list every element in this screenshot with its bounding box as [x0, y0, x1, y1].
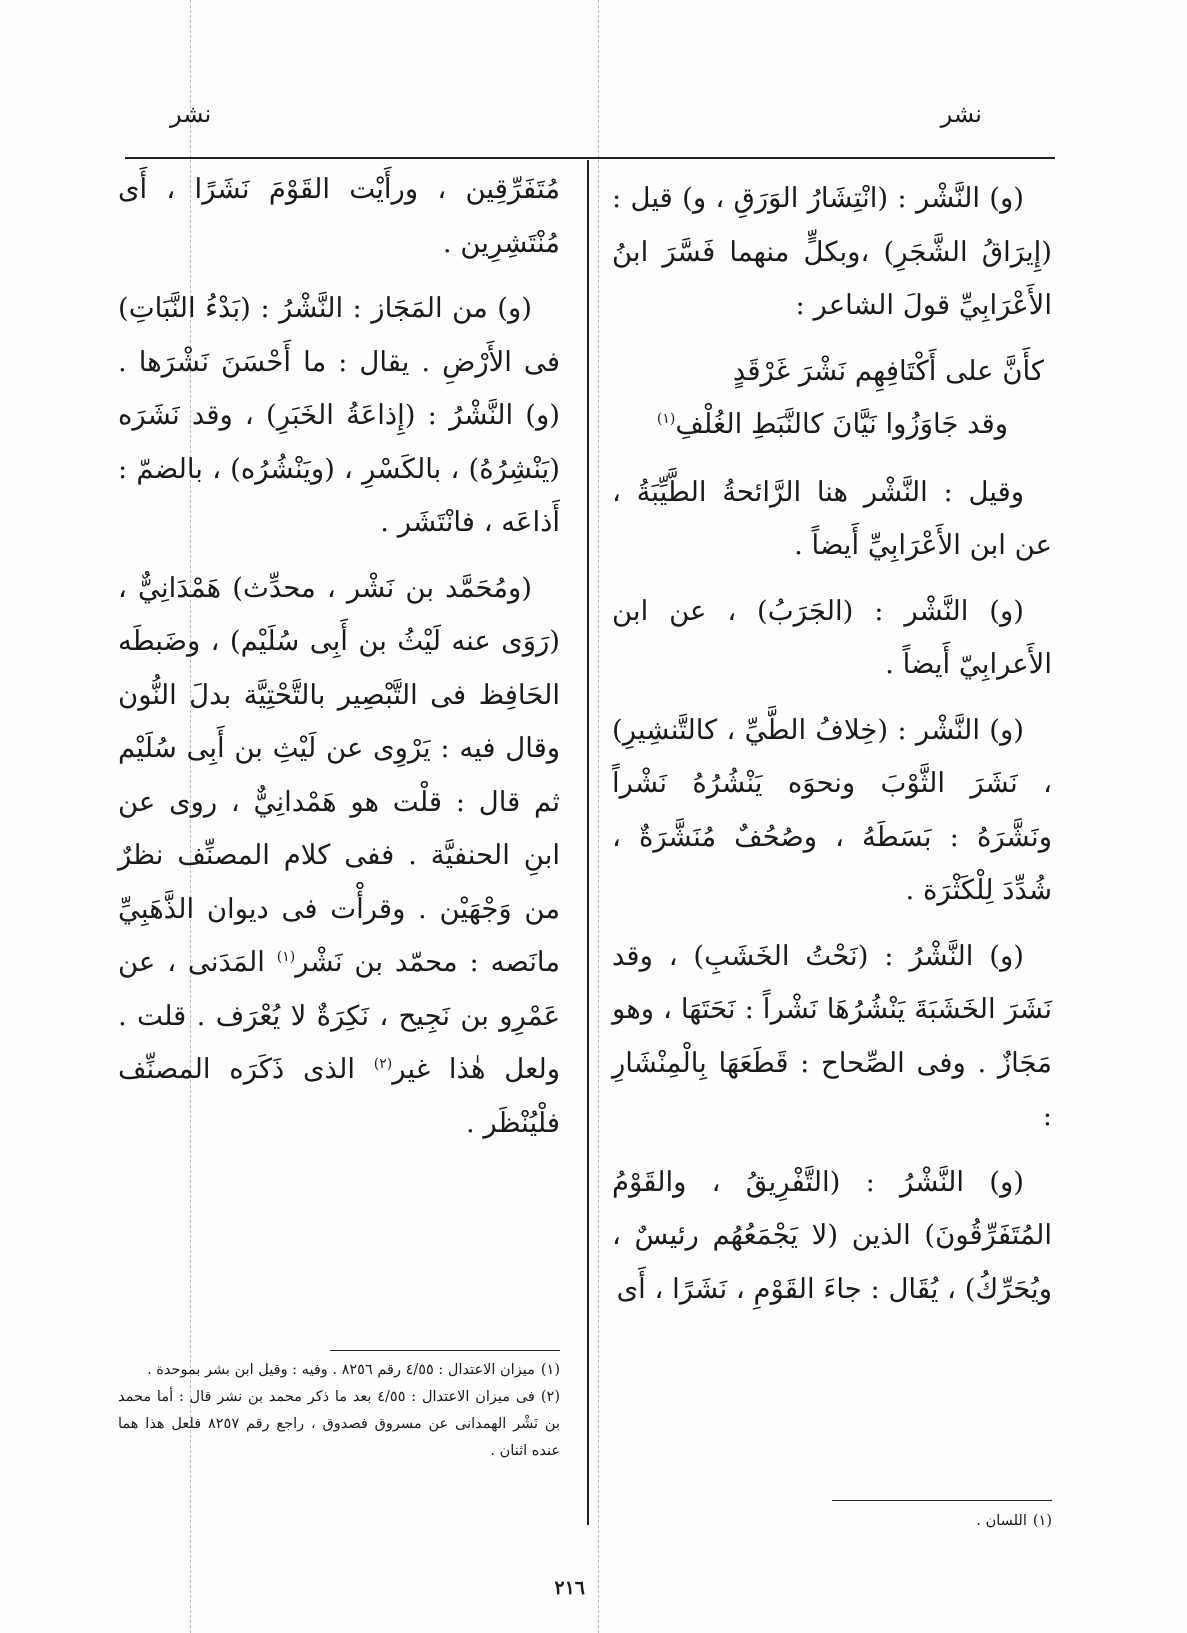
poetry-verse — [612, 345, 1052, 452]
footnotes-left — [118, 1357, 560, 1465]
paragraph-scent: وقيل : النَّشْر هنا الرَّائحةُ الطَّيِّبَةُ ، عن ابن الأَعْرَابِيِّ أَيضاً . — [612, 475, 1052, 561]
column-divider — [587, 160, 589, 1525]
paragraph-part-b: المَدَنى ، عن عَمْرِو بن نَجِيح ، نَكِرَةٌ لا يُعْرَف . قلت . ولعل هٰذا غير — [118, 946, 560, 1085]
footnote-ref: (٢) — [373, 1055, 393, 1072]
running-head-left: نشر — [170, 100, 212, 128]
paragraph-part-a: (ومُحَمَّد بن نَشْر ، محدِّث) هَمْدَانِيٌّ ، (رَوَى عنه لَيْثُ بن أَبِى سُلَيْم) ، وضَبطَه الحَافِظ فى التَّبْصِير بالتَّحْتِيَّة بدلَ النُّون وقال فيه : يَرْوِى عن لَيْثِ بن أَبِى سُلَيْم ثم قال : قلْت هو هَمْدانِيٌّ ، روى عن ابنِ الحنفيَّة . ففى كلام المصنِّف نظرٌ من وَجْهَيْن . وقرأْت فى ديوان الذَّهَبِيِّ مانَصه : محمّد بن نَشْر — [118, 571, 560, 978]
header-rule — [125, 157, 1055, 159]
paragraph-sawing: (و) النَّشْرُ : (نَحْتُ الخَشَبِ) ، وقد نَشَرَ الخَشَبَةَ يَنْشُرُهَا نَشْراً : نَحَتَهَا ، وهو مَجَازٌ . وفى الصِّحاح : قَطَعَهَا بِالْمِنْشَارِ : — [612, 939, 1052, 1132]
left-column — [118, 163, 560, 1162]
paragraph-sprouting: (و) من المَجَاز : النَّشْرُ : (بَدْءُ النَّبَاتِ) فى الأَرْضِ . يقال : ما أَحْسَنَ نَشْرَها . (و) النَّشْرُ : (إِذاعَةُ الخَبَرِ) ، وقد نَشَرَه (يَنْشِرُهُ) ، بالكَسْرِ ، (ويَنْشُرُه) ، بالضمّ : أَذاعَه ، فانْتَشَر . — [118, 292, 560, 538]
verse-hemistich-2-text: وقد جَاوَزُوا نَيَّانَ كالنَّبَطِ الغُلْفِ — [675, 408, 1008, 440]
paragraph-mange: (و) النَّشْر : (الجَرَبُ) ، عن ابن الأَعرابِيّ أَيضاً . — [612, 594, 1052, 680]
footnote-rule-right — [832, 1500, 1052, 1501]
running-head-right: نشر — [940, 100, 982, 128]
footnote-text: فى ميزان الاعتدال : ٤/٥٥ بعد ما ذكر محمد بن نشر قال : أما محمد بن نَشْر الهمدانى عن مسروق فصدوق ، راجع رقم ٨٢٥٧ فلعل هذا هما عنده اثنان . — [118, 1389, 560, 1459]
verse-hemistich-1: كأَنَّ على أَكْتَافِهِم نَشْرَ غَرْقَدٍ — [732, 354, 1044, 387]
dictionary-page: نشر نشر (و) النَّشْر : (انْتِشَارُ الوَرَقِ ، و) قيل : (إِيرَاقُ الشَّجَرِ) ،وبكلٍّ منهما فَسَّرَ ابنُ الأَعْرَابِيِّ قولَ الشاعر : كأَنَّ على أَكْتَافِهِم نَشْرَ غَرْقَدٍ وقد جَاوَزُوا نَيَّانَ كالنَّبَطِ الغُلْفِ$^{(١)}$ وقيل : النَّشْر هنا الرَّائحةُ الطَّيِّبَةُ ، عن ابن الأَعْرَابِيِّ أَيضاً . (و) النَّشْر : (الجَرَبُ) ، عن ابن الأَعرابِيّ أَيضاً . (و) النَّشْر : (خِلافُ الطَّيِّ ، كالتَّنشِيرِ) ، نَشَرَ الثَّوْبَ ونحوَه يَنْشُرُهُ نَشْراً ونَشَّرَهُ : بَسَطَهُ ، وصُحُفٌ مُنَشَّرَةٌ ، شُدِّدَ لِلْكَثْرَة . (و) النَّشْرُ : (نَحْتُ الخَشَبِ) ، وقد نَشَرَ الخَشَبَةَ يَنْشُرُهَا نَشْراً : نَحَتَهَا ، وهو مَجَازٌ . وفى الصِّحاح : قَطَعَهَا بِالْمِنْشَارِ : (و) النَّشْرُ : (التَّفْرِيقُ ، والقَوْمُ المُتَفَرِّقُونَ) الذين (لا يَجْمَعُهُم رئيسٌ ، ويُحَرِّكُ) ، يُقَال : جاءَ القَوْمِ ، نَشَرًا ، أَى مُتَفَرِّقِين ، ورأَيْت القَوْمَ نَشَرًا ، أَى مُنْتَشِرِين . (و) من المَجَاز : النَّشْرُ : (بَدْءُ النَّبَاتِ) فى الأَرْضِ . يقال : ما أَحْسَنَ نَشْرَها . (و) النَّشْرُ : (إِذاعَةُ الخَبَرِ) ، وقد نَشَرَه (يَنْشِرُهُ) ، بالكَسْرِ ، (ويَنْشُرُه) ، بالضمّ : أَذاعَه ، فانْتَشَر . (ومُحَمَّد بن نَشْر ، محدِّث) هَمْدَانِيٌّ ، (رَوَى عنه لَيْثُ بن أَبِى سُلَيْم) ، وضَبطَه الحَافِظ فى التَّبْصِير بالتَّحْتِيَّة بدلَ النُّون وقال فيه : يَرْوِى عن لَيْثِ بن أَبِى سُلَيْم ثم قال : قلْت هو هَمْدانِيٌّ ، روى عن ابنِ الحنفيَّة . ففى كلام المصنِّف نظرٌ من وَجْهَيْن . وقرأْت فى ديوان الذَّهَبِيِّ مانَصه : محمّد بن نَشْر$^{(١)}$ المَدَنى ، عن عَمْرِو بن نَجِيح ، نَكِرَةٌ لا يُعْرَف . قلت . ولعل هٰذا غير$^{(٢)}$ الذى ذَكَرَه المصنِّف فلْيُنْظَر . (١)ميزان الاعتدال : ٤/٥٥ رقم ٨٢٥٦ . وفيه : وقيل ابن بشر بموحدة . (٢)فى ميزان الاعتدال : ٤/٥٥ بعد ما ذكر محمد بن نشر قال : أما محمد بن نَشْر الهمدانى عن مسروق فصدوق ، راجع رقم ٨٢٥٧ فلعل هذا هما عنده اثنان . (١)اللسان . ٢١٦ — [0, 0, 1187, 1633]
footnote-item — [118, 1384, 560, 1465]
footnote-item — [118, 1357, 560, 1384]
footnote-rule-left — [330, 1350, 560, 1351]
footnote-ref: (١) — [656, 410, 676, 427]
footnote-text: اللسان . — [976, 1513, 1027, 1529]
footnote-text: ميزان الاعتدال : ٤/٥٥ رقم ٨٢٥٦ . وفيه : وقيل ابن بشر بموحدة . — [147, 1362, 535, 1378]
footnote-number: (٢) — [540, 1389, 560, 1405]
footnotes-right — [780, 1508, 1052, 1535]
right-column — [612, 172, 1052, 1328]
footnote-ref: (١) — [276, 948, 296, 965]
verse-hemistich-2 — [620, 398, 1044, 452]
paragraph-unfold: (و) النَّشْر : (خِلافُ الطَّيِّ ، كالتَّنشِيرِ) ، نَشَرَ الثَّوْبَ ونحوَه يَنْشُرُهُ نَشْراً ونَشَّرَهُ : بَسَطَهُ ، وصُحُفٌ مُنَشَّرَةٌ ، شُدِّدَ لِلْكَثْرَة . — [612, 713, 1052, 906]
footnote-item — [780, 1508, 1052, 1535]
footnote-number: (١) — [1032, 1513, 1052, 1529]
paragraph-muhammad-ibn-nashr — [118, 562, 560, 1151]
paragraph-continued: مُتَفَرِّقِين ، ورأَيْت القَوْمَ نَشَرًا ، أَى مُنْتَشِرِين . — [118, 173, 560, 259]
footnote-number: (١) — [540, 1362, 560, 1378]
paragraph-part-c: الذى ذَكَرَه المصنِّف فلْيُنْظَر . — [118, 1053, 560, 1139]
paragraph-leaves: (و) النَّشْر : (انْتِشَارُ الوَرَقِ ، و) قيل : (إِيرَاقُ الشَّجَرِ) ،وبكلٍّ منهما فَسَّرَ ابنُ الأَعْرَابِيِّ قولَ الشاعر : — [612, 182, 1052, 321]
paragraph-dispersal: (و) النَّشْرُ : (التَّفْرِيقُ ، والقَوْمُ المُتَفَرِّقُونَ) الذين (لا يَجْمَعُهُم رئيسٌ ، ويُحَرِّكُ) ، يُقَال : جاءَ القَوْمِ ، نَشَرًا ، أَى — [612, 1165, 1052, 1305]
scan-fold-line-center — [598, 0, 599, 1633]
